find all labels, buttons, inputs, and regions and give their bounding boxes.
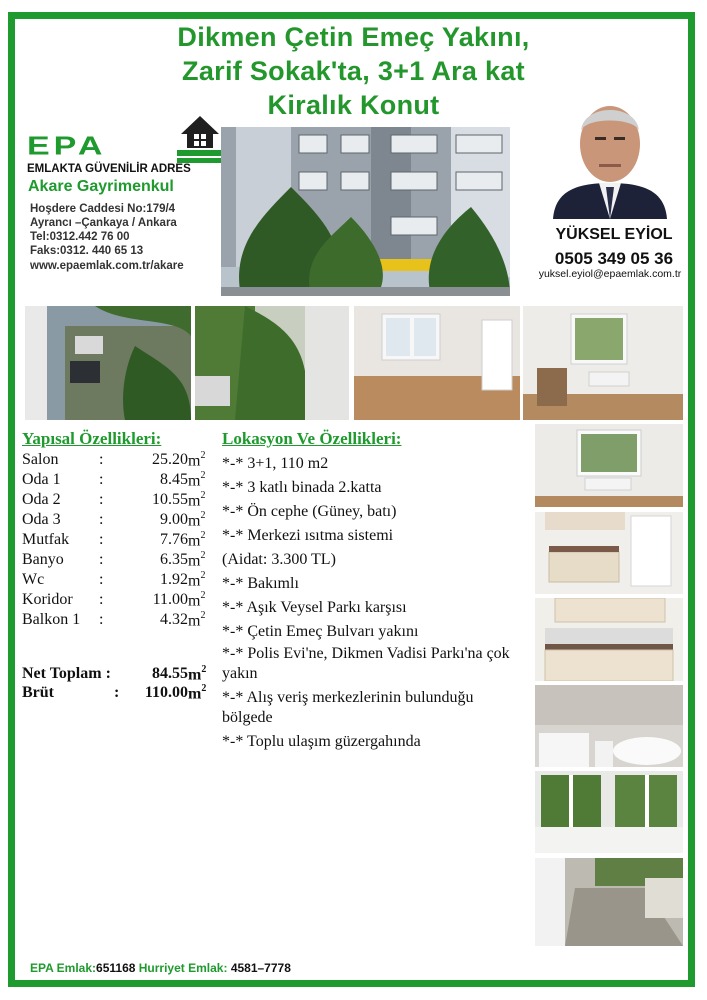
company-phone: Tel:0312.442 76 00 xyxy=(30,231,130,243)
agent-phone[interactable]: 0505 349 05 36 xyxy=(554,249,674,268)
room-area: 7.76 xyxy=(160,531,188,548)
photo-bathroom xyxy=(535,685,683,767)
room-row: Banyo : 6.35 $m^2$ xyxy=(22,550,206,570)
photo-bedroom xyxy=(523,306,683,420)
room-row: Koridor : 11.00 $m^2$ xyxy=(22,590,206,610)
company-address-line-2: Ayrancı –Çankaya / Ankara xyxy=(30,217,177,229)
net-total-value: 84.55 xyxy=(152,665,188,682)
photo-kitchen-1 xyxy=(535,512,683,594)
photo-backyard xyxy=(535,858,683,946)
gross-total-label: Brüt xyxy=(22,684,54,701)
agent-name: YÜKSEL EYİOL xyxy=(555,226,673,243)
photo-window-view xyxy=(25,306,191,420)
room-name: Koridor xyxy=(22,591,73,608)
net-total-label: Net Toplam : xyxy=(22,665,111,682)
headline-line-1: Dikmen Çetin Emeç Yakını, xyxy=(177,22,530,52)
structural-title: Yapısal Özellikleri: xyxy=(22,429,162,448)
room-area: 10.55 xyxy=(152,491,188,508)
room-row: Salon : 25.20 $m^2$ xyxy=(22,450,206,470)
footer-hurriyet-label: Hurriyet Emlak: xyxy=(138,961,228,975)
feature-item: *-* Bakımlı xyxy=(222,575,299,592)
footer-listing-numbers xyxy=(30,961,291,975)
room-name: Mutfak xyxy=(22,531,70,548)
room-name: Wc xyxy=(22,571,45,588)
feature-item: *-* Çetin Emeç Bulvarı yakını xyxy=(222,623,419,640)
location-title: Lokasyon Ve Özellikleri: xyxy=(222,429,402,448)
company-name: Akare Gayrimenkul xyxy=(28,178,174,195)
gross-total-value: 110.00 xyxy=(144,684,188,701)
agent-email[interactable]: yuksel.eyiol@epaemlak.com.tr xyxy=(538,268,682,280)
company-address-line-1: Hoşdere Caddesi No:179/4 xyxy=(30,203,176,215)
room-row: Wc : 1.92 $m^2$ xyxy=(22,570,206,590)
footer-epa-number: 651168 xyxy=(96,961,136,975)
photo-living-room xyxy=(354,306,520,420)
room-row: Mutfak : 7.76 $m^2$ xyxy=(22,530,206,550)
feature-item: *-* Toplu ulaşım güzergahında xyxy=(222,733,421,750)
photo-trees-view xyxy=(195,306,349,420)
agent-photo xyxy=(543,89,677,219)
house-icon xyxy=(177,114,223,164)
room-row: Oda 2 : 10.55 $m^2$ xyxy=(22,490,206,510)
gross-total-row: Brüt : 110.00 $m^2$ xyxy=(22,683,207,703)
company-website[interactable]: www.epaemlak.com.tr/akare xyxy=(30,260,184,272)
photo-kitchen-2 xyxy=(535,598,683,681)
room-area: 4.32 xyxy=(160,611,188,628)
feature-item: *-* Polis Evi'ne, Dikmen Vadisi Parkı'na çok yakın xyxy=(222,645,510,682)
room-area: 1.92 xyxy=(160,571,188,588)
room-name: Oda 3 xyxy=(22,511,61,528)
headline-line-2: Zarif Sokak'ta, 3+1 Ara kat xyxy=(182,56,525,86)
room-area: 25.20 xyxy=(152,451,188,468)
building-photo xyxy=(221,127,510,296)
feature-item: *-* Aşık Veysel Parkı karşısı xyxy=(222,599,407,616)
room-row: Oda 3 : 9.00 $m^2$ xyxy=(22,510,206,530)
feature-item: *-* Ön cephe (Güney, batı) xyxy=(222,503,397,520)
room-name: Salon xyxy=(22,451,59,468)
photo-room-window xyxy=(535,424,683,507)
room-row: Balkon 1 : 4.32 $m^2$ xyxy=(22,610,206,630)
room-row: Oda 1 : 8.45 $m^2$ xyxy=(22,470,206,490)
net-total-row: Net Toplam : 84.55 $m^2$ xyxy=(22,664,207,684)
company-tagline: EMLAKTA GÜVENİLİR ADRES xyxy=(27,163,191,175)
room-name: Oda 2 xyxy=(22,491,61,508)
room-area: 11.00 xyxy=(152,591,188,608)
feature-item: *-* 3 katlı binada 2.katta xyxy=(222,479,382,496)
footer-epa-label: EPA Emlak: xyxy=(30,961,97,975)
company-fax: Faks:0312. 440 65 13 xyxy=(30,245,144,257)
footer-hurriyet-number: 4581–7778 xyxy=(230,961,291,975)
feature-item: *-* Alış veriş merkezlerinin bulunduğu bölgede xyxy=(222,689,474,726)
company-logo xyxy=(27,114,217,186)
room-area: 8.45 xyxy=(160,471,188,488)
feature-item: (Aidat: 3.300 TL) xyxy=(222,551,336,568)
room-name: Oda 1 xyxy=(22,471,61,488)
room-area: 6.35 xyxy=(160,551,188,568)
headline-line-3: Kiralık Konut xyxy=(267,90,440,120)
feature-item: *-* Merkezi ısıtma sistemi xyxy=(222,527,394,544)
photo-balcony xyxy=(535,771,683,853)
room-name: Banyo xyxy=(22,551,64,568)
room-area: 9.00 xyxy=(160,511,188,528)
feature-item: *-* 3+1, 110 m2 xyxy=(222,455,329,472)
logo-wordmark: EPA xyxy=(27,132,107,161)
room-name: Balkon 1 xyxy=(22,611,81,628)
